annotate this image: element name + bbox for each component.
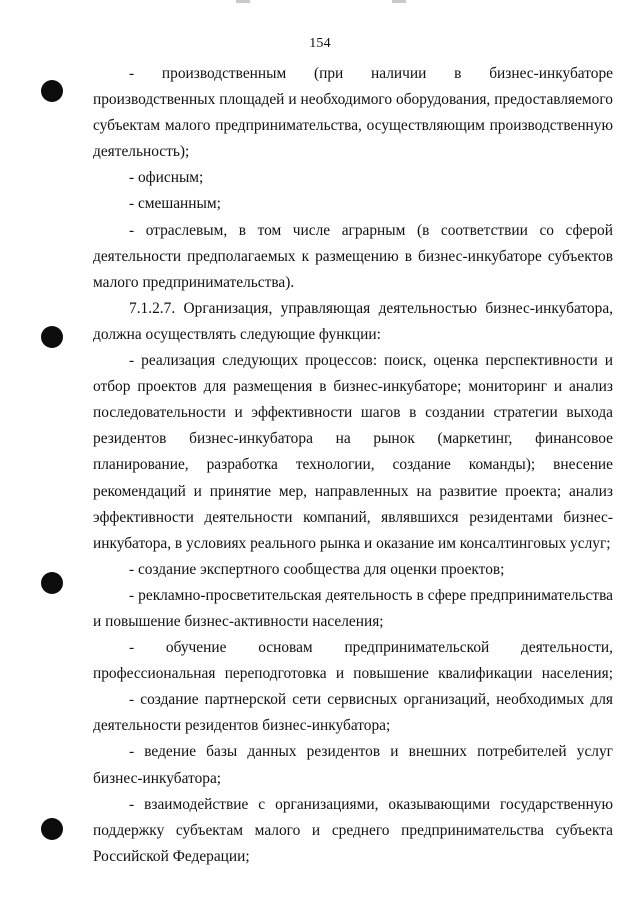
scan-mark [236,0,250,3]
punch-hole-4 [41,818,63,840]
body-text [93,61,613,870]
paragraph-process-implementation: - реализация следующих процессов: поиск, оценка перспективности и отбор проектов для размещения в бизнес-инкубаторе; мониторинг и анализ последовательности и эффективности шагов в создании стратегии выхода резидентов бизнес-инкубатора на рынок (маркетинг, финансовое планирование, разработка технологии, создание команды); внесение рекомендаций и принятие мер, направленных на развитие проекта; анализ эффективности деятельности компаний, являвшихся резидентами бизнес-инкубатора, в условиях реального рынка и оказание им консалтинговых услуг; [93,352,613,552]
paragraph-interaction: - взаимодействие с организациями, оказывающими государственную поддержку субъектам малого и среднего предпринимательства субъекта Российской Федерации; [93,795,613,865]
paragraph-production-type: - производственным (при наличии в бизнес-инкубаторе производственных площадей и необходимого оборудования, предоставляемого субъектам малого предпринимательства, осуществляющим производственную деятельность); [93,65,613,161]
paragraph-mixed-type: - смешанным; [129,195,221,213]
paragraph-training: - обучение основам предпринимательской деятельности, профессиональная переподготовка и повышение квалификации населения; [93,639,613,683]
paragraph-partner-network: - создание партнерской сети сервисных организаций, необходимых для деятельности резидентов бизнес-инкубатора; [93,691,613,735]
paragraph-office-type: - офисным; [129,169,204,187]
paragraph-advertising-education: - рекламно-просветительская деятельность в сфере предпринимательства и повышение бизнес-активности населения; [93,586,613,630]
paragraph-database: - ведение базы данных резидентов и внешних потребителей услуг бизнес-инкубатора; [93,743,613,787]
page-number: 154 [309,36,331,51]
paragraph-section-7-1-2-7: 7.1.2.7. Организация, управляющая деятельностью бизнес-инкубатора, должна осуществлять следующие функции: [93,299,613,343]
scan-mark [392,0,406,3]
paragraph-expert-community: - создание экспертного сообщества для оценки проектов; [129,560,505,578]
punch-hole-3 [41,572,63,594]
punch-hole-1 [41,80,63,102]
paragraph-sector-type: - отраслевым, в том числе аграрным (в соответствии со сферой деятельности предполагаемых к размещению в бизнес-инкубаторе субъектов малого предпринимательства). [93,221,613,291]
punch-hole-2 [41,326,63,348]
